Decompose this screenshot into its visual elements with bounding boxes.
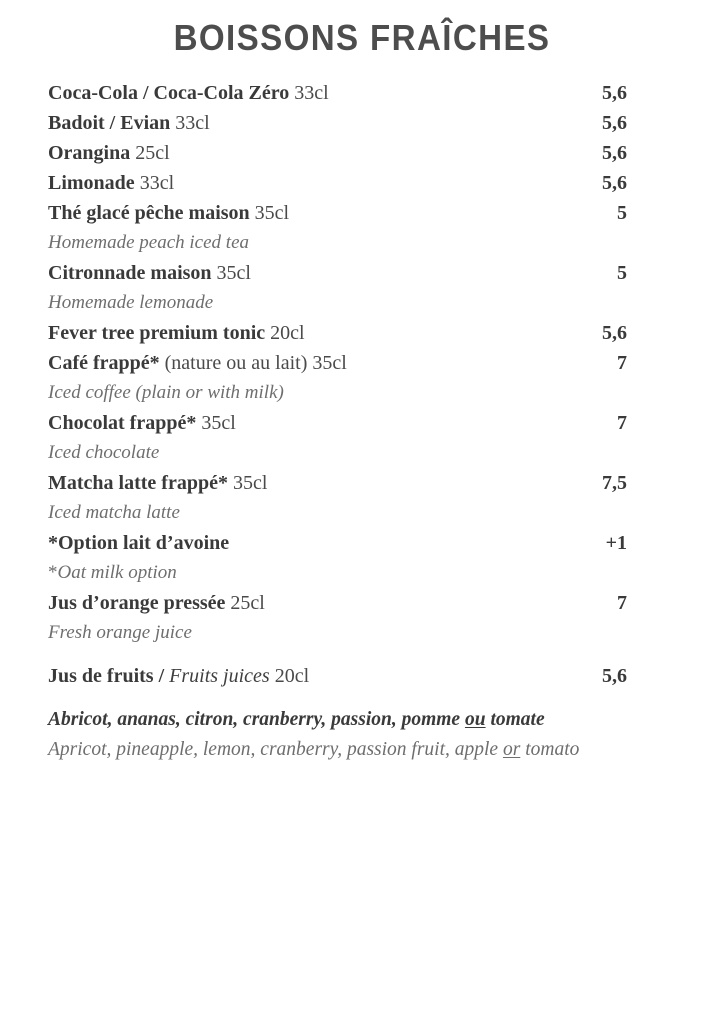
flavours-en-part2: tomato: [520, 739, 580, 760]
item-price: 5,6: [602, 142, 627, 164]
item-price: 5,6: [602, 172, 627, 194]
item-label: Coca-Cola / Coca-Cola Zéro: [48, 82, 290, 104]
item-translation: [48, 558, 627, 588]
menu-item-row: [48, 78, 627, 108]
item-name: [48, 108, 210, 138]
item-translation: Homemade lemonade: [48, 292, 214, 313]
item-translation-text: Oat milk option: [57, 562, 177, 583]
item-label-english: Fruits juices: [169, 665, 270, 687]
item-label: Limonade: [48, 172, 135, 194]
item-translation: Iced chocolate: [48, 442, 160, 463]
flavours-en-conjunction: or: [502, 739, 521, 760]
item-volume: 35cl: [232, 472, 268, 494]
item-label: Chocolat frappé*: [48, 412, 197, 434]
item-name: [48, 528, 229, 558]
item-volume: 25cl: [230, 592, 265, 614]
item-label: Jus d’orange pressée: [48, 592, 226, 614]
fruit-flavours-block: [0, 705, 724, 765]
menu-item-row: [48, 588, 627, 618]
menu-item-row: [48, 108, 627, 138]
menu-item-row: [48, 168, 627, 198]
item-price: 5: [617, 202, 627, 224]
item-name: [48, 318, 305, 348]
item-label: Thé glacé pêche maison: [48, 202, 250, 224]
item-label: Badoit / Evian: [48, 112, 171, 134]
flavours-list-english: [48, 735, 648, 765]
item-name: [48, 258, 251, 288]
flavours-list-french: [48, 705, 676, 735]
item-label: Fever tree premium tonic: [48, 322, 266, 344]
asterisk-marker: *: [48, 562, 58, 583]
item-price: 5,6: [602, 112, 627, 134]
menu-item-row: [48, 198, 627, 228]
item-label: Jus de fruits: [48, 665, 154, 687]
item-label: Café frappé*: [48, 352, 160, 374]
flavours-fr-part2: tomate: [485, 709, 545, 730]
item-volume: 20cl: [270, 322, 305, 344]
menu-item-row: [48, 138, 627, 168]
item-name: [48, 78, 329, 108]
item-price: 5: [617, 262, 627, 284]
item-name: [48, 168, 174, 198]
item-translation: Fresh orange juice: [48, 622, 192, 643]
flavours-fr-conjunction: ou: [464, 709, 486, 730]
menu-item-row-fruit-juices: [48, 661, 627, 691]
item-volume: 25cl: [135, 142, 170, 164]
item-name: [48, 198, 289, 228]
item-translation: Iced coffee (plain or with milk): [48, 382, 284, 403]
item-price: 7: [617, 412, 627, 434]
item-name: [48, 588, 265, 618]
name-separator: /: [158, 665, 165, 687]
menu-item-row: [48, 348, 627, 378]
menu-item-row: [48, 528, 627, 558]
item-volume: 33cl: [139, 172, 175, 194]
item-price: 5,6: [602, 665, 627, 687]
item-price: 7: [617, 592, 627, 614]
menu-item-row: [48, 258, 627, 288]
item-volume: (nature ou au lait) 35cl: [164, 352, 347, 374]
flavours-fr-part1: Abricot, ananas, citron, cranberry, passion, pomme: [48, 709, 465, 730]
item-label: Orangina: [48, 142, 131, 164]
item-name: [48, 468, 267, 498]
item-price: +1: [605, 532, 627, 554]
item-price: 5,6: [602, 82, 627, 104]
item-volume: 35cl: [254, 202, 290, 224]
menu-item-row: [48, 408, 627, 438]
item-volume: 20cl: [274, 665, 310, 687]
item-label: *Option lait d’avoine: [48, 532, 230, 554]
item-name: [48, 348, 347, 378]
item-name: [48, 661, 309, 691]
item-translation: Iced matcha latte: [48, 502, 180, 523]
menu-item-row: [48, 318, 627, 348]
item-name: [48, 408, 236, 438]
item-price: 5,6: [602, 322, 627, 344]
item-label: Matcha latte frappé*: [48, 472, 228, 494]
item-volume: 33cl: [175, 112, 210, 134]
item-volume: 35cl: [201, 412, 236, 434]
item-price: 7,5: [602, 472, 627, 494]
item-translation: Homemade peach iced tea: [48, 232, 250, 253]
drinks-list: [0, 78, 724, 691]
menu-item-row: [48, 468, 627, 498]
page-title: BOISSONS FRAÎCHES: [173, 17, 551, 58]
item-label: Citronnade maison: [48, 262, 212, 284]
item-price: 7: [617, 352, 627, 374]
item-volume: 33cl: [294, 82, 329, 104]
flavours-en-part1: Apricot, pineapple, lemon, cranberry, passion fruit, apple: [48, 739, 503, 760]
item-volume: 35cl: [216, 262, 251, 284]
item-name: [48, 138, 170, 168]
